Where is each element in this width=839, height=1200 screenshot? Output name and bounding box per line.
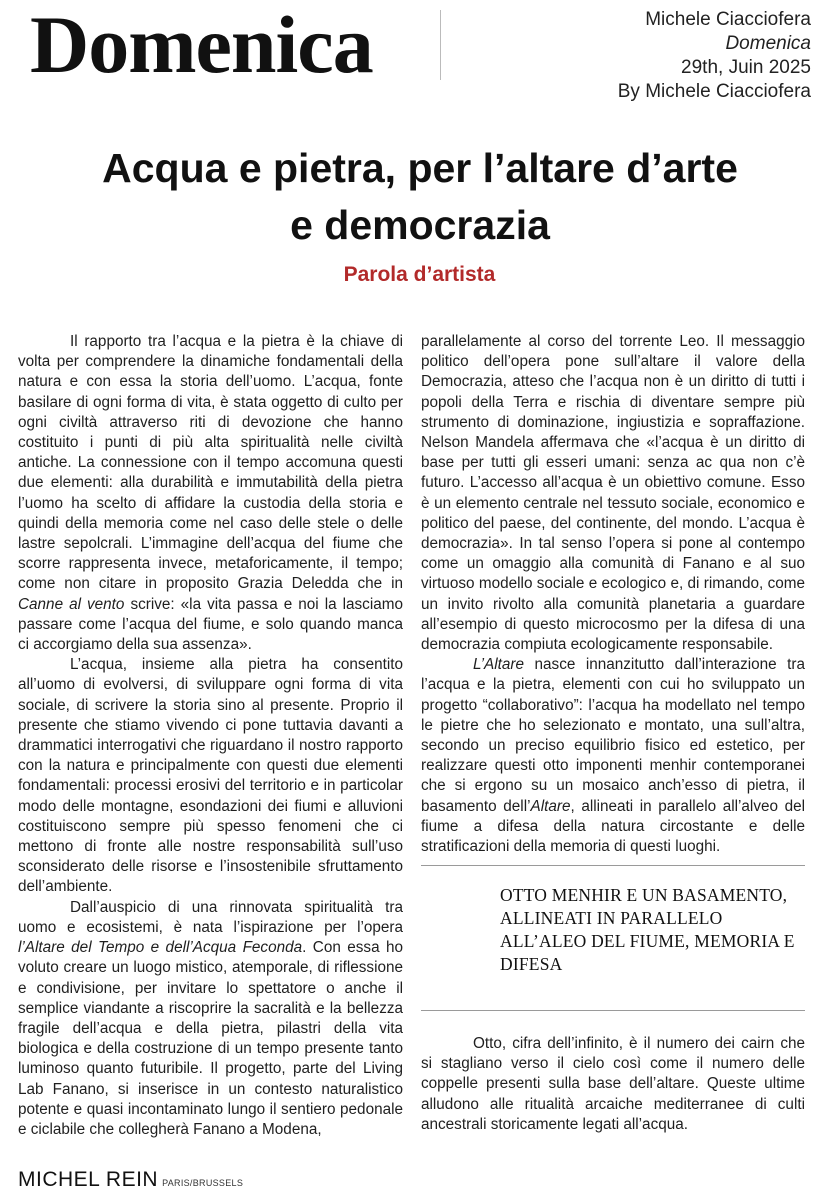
pullquote-top-rule	[421, 865, 805, 866]
title-line-1: Acqua e pietra, per l’altare d’arte	[102, 145, 738, 191]
masthead-logo: Domenica	[30, 0, 373, 90]
paragraph	[18, 332, 403, 655]
paragraph	[421, 655, 805, 857]
text-run: . Con essa ho voluto creare un luogo mistico, atemporale, di riflessione e condivisione, per invitare lo spettatore o anche il semplice viandante a riscoprire la sacralità e la bellezza fragile dell’acqua e della pietra, pilastri della vita biologica e della costruzione di un tempo presente tanto luminoso quanto futuribile. Il progetto, parte del Living Lab Fanano, si inserisce in un contesto naturalistico potente e quasi incontaminato lungo il sentiero pedonale e ciclabile che collegherà Fanano a Modena,	[18, 939, 404, 1138]
pullquote-bottom-rule	[421, 1010, 805, 1011]
paragraph	[18, 898, 403, 1140]
gallery-name: MICHEL REIN	[18, 1168, 159, 1191]
artwork-title: Altare	[530, 797, 571, 815]
footer-gallery	[18, 1168, 243, 1192]
text-run: scrive: «la vita passa e noi la lasciamo passare come l’acqua del fiume, e solo quando manca ci accorgiamo della sua assenza».	[18, 595, 403, 654]
meta-publication: Domenica	[725, 33, 811, 54]
paragraph: parallelamente al corso del torrente Leo. Il messaggio politico dell’opera pone sull’altare il valore della Democrazia, atteso che l’acqua non è un diritto di tutti i popoli della Terra e rischia di diventare sempre più strumento di dominazione, ingiustizia e sopraffazione. Nelson Mandela affermava che «l’acqua è un diritto di base per tutti gli esseri umani: senza ac qua non c’è futuro. L’accesso all’acqua è un obiettivo comune. Esso è un elemento centrale nel tessuto sociale, economico e politico del paese, del continente, del mondo. L’acqua è democrazia». In tal senso l’opera si pone al contempo come un omaggio alla comunità di Fanano e al suo virtuoso modello sociale e ecologico e, di rimando, come un invito rivolto alla comunità planetaria a guardare all’esempio di questo microcosmo per la difesa di una democrazia compiuta ecologicamente responsabile.	[421, 333, 805, 654]
pullquote-line: ALLINEATI IN PARALLELO	[500, 908, 723, 928]
closing-column	[421, 1034, 805, 1135]
text-run: Il rapporto tra l’acqua e la pietra è la chiave di volta per comprendere la dinamiche fondamentali della natura e con essa la storia dell’uomo. L’acqua, fonte basilare di ogni forma di vita, è stata oggetto di culto per ogni civiltà attraverso riti di devozione che hanno costituito i punti di più alta spiritualità nelle civiltà antiche. La connessione con il tempo accomuna questi due elementi: alla durabilità e immutabilità della pietra l’uomo ha scelto di affidare la custodia della storia e quindi della memoria come nel caso delle stele o delle lastre sepolcrali. L’immagine dell’acqua del fiume che scorre rappresenta invece, metaforicamente, il tempo; come non citare in proposito Grazia Deledda che in	[18, 333, 403, 593]
pullquote-line: ALL’ALEO DEL FIUME, MEMORIA E	[500, 931, 795, 951]
artwork-title: l’Altare del Tempo e dell’Acqua Feconda	[18, 939, 303, 957]
left-column	[18, 332, 403, 1140]
meta-byline: By Michele Ciacciofera	[617, 81, 811, 102]
paragraph: Otto, cifra dell’infinito, è il numero dei cairn che si stagliano verso il cielo così come il numero delle coppelle presenti sulla base dell’altare. Queste ultime alludono alle ritualità arcaiche mediterranee di culti ancestrali storicamente legati all’acqua.	[421, 1035, 805, 1133]
meta-date: 29th, Juin 2025	[681, 57, 811, 78]
article-title	[40, 140, 800, 254]
artwork-title: L’Altare	[473, 656, 525, 674]
pullquote	[500, 884, 800, 976]
book-title: Canne al vento	[18, 595, 125, 613]
masthead-divider	[440, 10, 441, 80]
title-line-2: e democrazia	[290, 202, 550, 248]
paragraph: L’acqua, insieme alla pietra ha consentito all’uomo di evolversi, di sviluppare ogni forma di vita sociale, di scrivere la storia sino al presente. Proprio il presente che stiamo vivendo ci pone tuttavia davanti a drammatici interrogativi che riguardano il nostro rapporto con la natura e principalmente con questi due elementi fondamentali: processi erosivi del territorio e in particolar modo delle montagne, esondazioni dei fiumi e alluvioni costituiscono sempre più spesso fenomeni che ci mettono di fronte alle nostre responsabilità sull’uso sconsiderato delle risorse e l’insostenibile sfruttamento dell’ambiente.	[18, 656, 403, 896]
gallery-cities: PARIS/BRUSSELS	[162, 1178, 244, 1188]
text-run: nasce innanzitutto dall’interazione tra l’acqua e la pietra, elementi con cui ho sviluppato un progetto “collaborativo”: l’acqua ha modellato nel tempo le pietre che ho selezionato e montato, una sull’altra, secondo un preciso equilibrio fisico ed estetico, per realizzare questi otto imponenti menhir contemporanei che si ergono su un mosaico anch’esso di pietra, il basamento dell’	[421, 656, 805, 815]
pullquote-line: DIFESA	[500, 954, 563, 974]
article-subtitle: Parola d’artista	[343, 263, 496, 286]
right-column	[421, 332, 805, 857]
text-run: , allineati in parallelo all’alveo del fiume a difesa della natura circostante e delle stratificazioni della memoria di questi luoghi.	[421, 797, 805, 856]
article-meta	[618, 8, 811, 104]
pullquote-line: OTTO MENHIR E UN BASAMENTO,	[500, 885, 788, 905]
text-run: Dall’auspicio di una rinnovata spiritualità tra uomo e ecosistemi, è nata l’ispirazione per l’opera	[18, 898, 403, 936]
meta-author: Michele Ciacciofera	[645, 9, 811, 30]
